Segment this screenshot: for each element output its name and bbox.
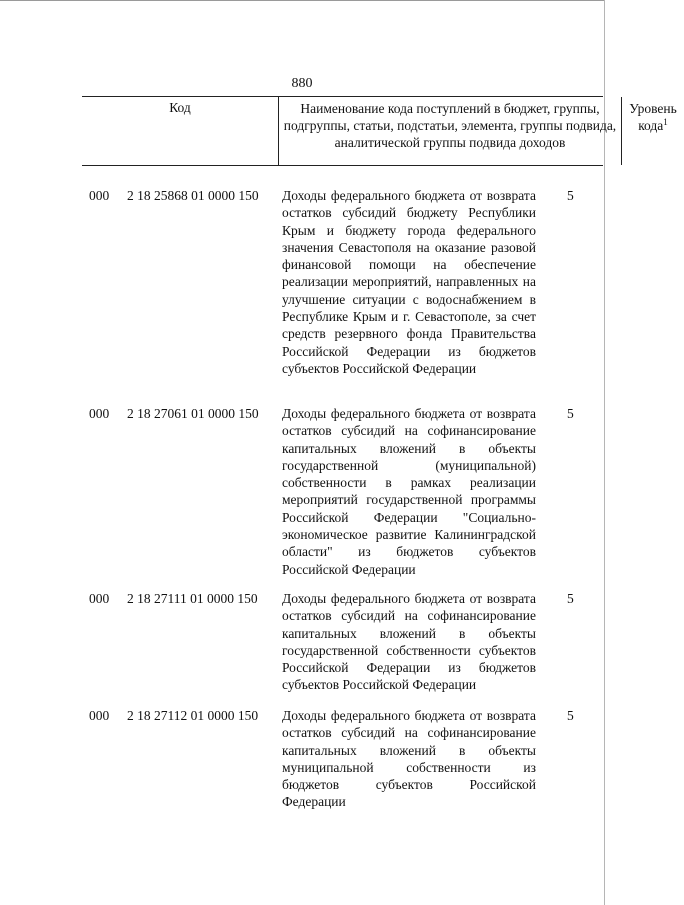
header-level-label: Уровень кода	[629, 101, 677, 133]
header-name	[279, 97, 622, 165]
row-admin-code: 000	[89, 591, 110, 606]
row-description: Доходы федерального бюджета от возврата остатков субсидий бюджету Республики Крым и бюджету города федерального значения Севастополя на оказание разовой финансовой помощи на обеспечение реализации мероприятий, направленных на улучшение ситуации с водоснабжением в Республике Крым и г. Севастополе, за счет средств резервного фонда Правительства Российской Федерации из бюджетов субъектов Российской Федерации	[282, 188, 536, 376]
row-revenue-code: 2 18 25868 01 0000 150	[127, 188, 259, 203]
page-number: 880	[291, 76, 313, 91]
row-admin-code: 000	[89, 708, 110, 723]
row-revenue-code: 2 18 27061 01 0000 150	[127, 406, 259, 421]
row-description: Доходы федерального бюджета от возврата остатков субсидий на софинансирование капитальных вложений в объекты муниципальной собственности из бюджетов субъектов Российской Федерации	[282, 708, 536, 810]
row-revenue-code: 2 18 27111 01 0000 150	[127, 591, 258, 606]
scan-edge-top	[0, 0, 604, 1]
row-level: 5	[567, 591, 574, 606]
row-revenue-code: 2 18 27112 01 0000 150	[127, 708, 259, 723]
row-description: Доходы федерального бюджета от возврата остатков субсидий на софинансирование капитальных вложений в объекты государственной (муниципальной) собственности в рамках реализации мероприятий государственной программы Российской Федерации "Социально-экономическое развитие Калининградской области" из бюджетов субъектов Российской Федерации	[282, 406, 536, 577]
header-code-label: Код	[169, 100, 191, 115]
row-admin-code: 000	[89, 188, 110, 203]
table-header	[82, 96, 677, 166]
header-code	[82, 97, 279, 165]
row-level: 5	[567, 708, 574, 723]
row-level: 5	[567, 188, 574, 203]
header-name-label: Наименование кода поступлений в бюджет, группы, подгруппы, статьи, подстатьи, элемента, группы подвида, аналитической группы подвида доходов	[283, 101, 617, 150]
header-level	[622, 97, 684, 165]
row-level: 5	[567, 406, 574, 421]
header-level-footnote: 1	[663, 117, 668, 127]
row-admin-code: 000	[89, 406, 110, 421]
row-description: Доходы федерального бюджета от возврата остатков субсидий на софинансирование капитальных вложений в объекты государственной собственности субъектов Российской Федерации из бюджетов субъектов Российской Федерации	[282, 591, 536, 693]
